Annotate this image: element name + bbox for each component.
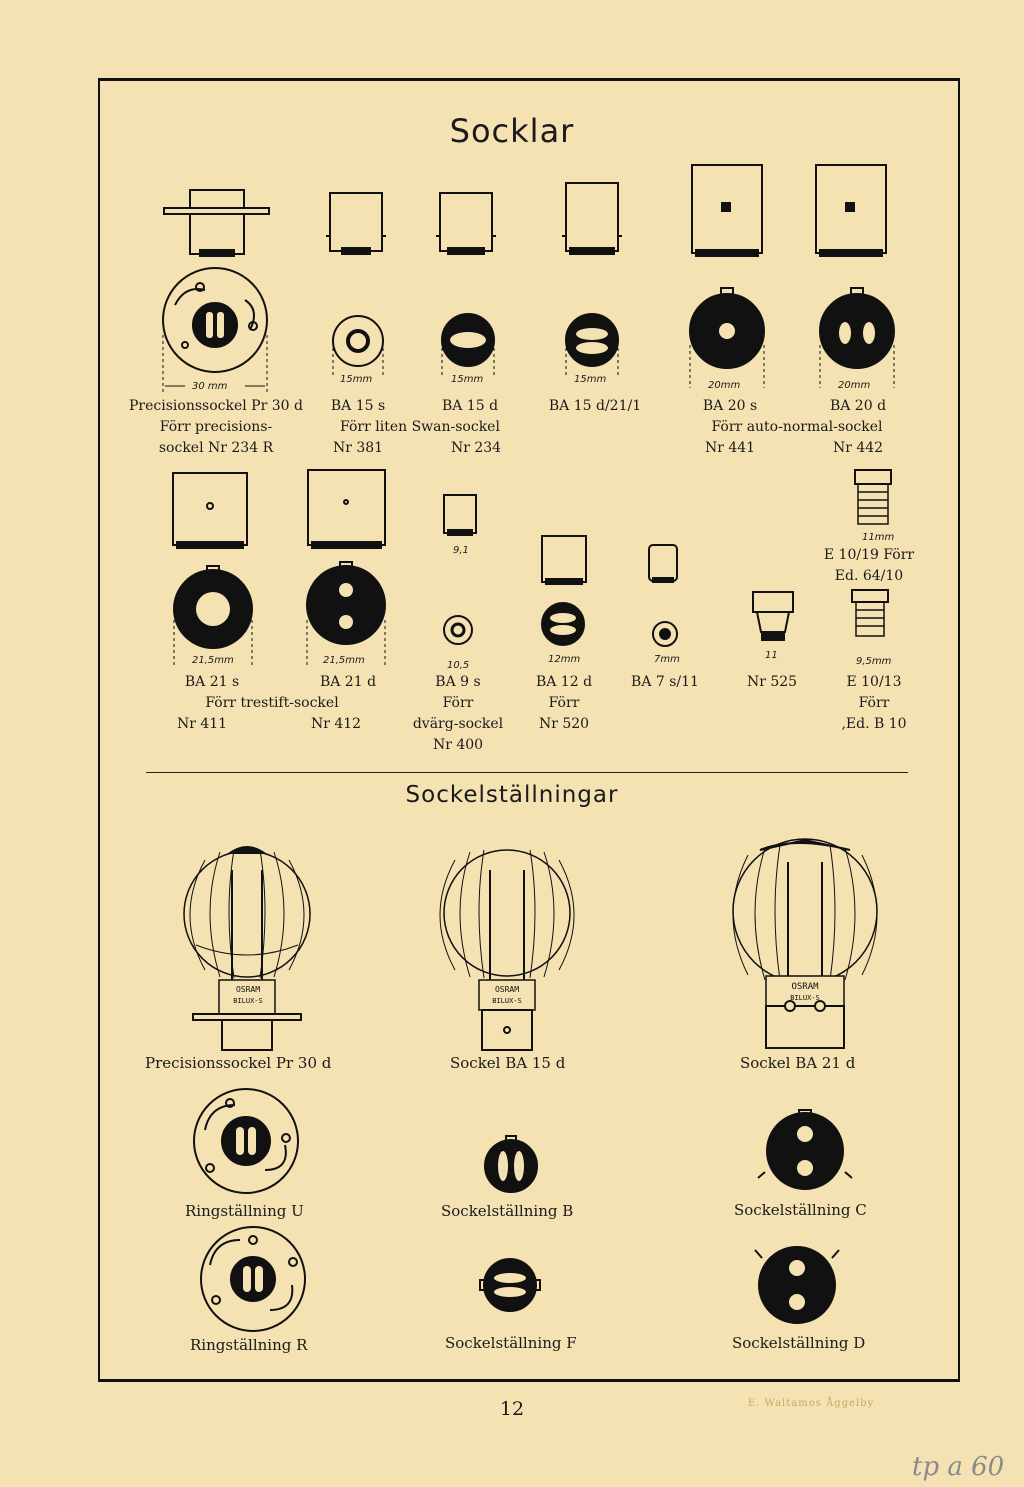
section-title: Sockelställningar bbox=[405, 782, 619, 808]
label-ba15s: BA 15 s bbox=[330, 398, 386, 414]
caption-bulb-ba21d: Sockel BA 21 d bbox=[740, 1054, 856, 1072]
caption-position-d: Sockelställning D bbox=[732, 1334, 866, 1352]
dim-11mm: 11mm bbox=[862, 532, 895, 543]
ba15d211-side-view bbox=[562, 183, 622, 254]
ba7s-bottom-view bbox=[653, 622, 677, 646]
bulb2-model: BILUX-S bbox=[492, 997, 522, 1005]
label-ba7s: BA 7 s/11 bbox=[631, 674, 699, 690]
ring-position-r bbox=[201, 1227, 305, 1331]
dim-20mm-b: 20mm bbox=[838, 380, 871, 391]
label-ba15d-nr: Nr 234 bbox=[450, 440, 502, 456]
dim-7mm: 7mm bbox=[654, 654, 680, 665]
dim-15mm-b: 15mm bbox=[451, 374, 484, 385]
position-f bbox=[480, 1259, 540, 1311]
printer-mark: E. Waltamos Åggelby bbox=[748, 1398, 875, 1409]
dim-15mm-a: 15mm bbox=[340, 374, 373, 385]
caption-position-b: Sockelställning B bbox=[441, 1202, 574, 1220]
label-ba9s: BA 9 s Förr dvärg-sockel Nr 400 bbox=[412, 674, 504, 753]
bulb1-model: BILUX-S bbox=[233, 997, 263, 1005]
position-b bbox=[485, 1136, 537, 1192]
ba20d-bottom-view bbox=[820, 288, 894, 388]
ba15s-side-view bbox=[326, 193, 386, 254]
e1013-side-view bbox=[852, 590, 888, 636]
ba15d-side-view bbox=[436, 193, 496, 254]
dim-20mm-a: 20mm bbox=[708, 380, 741, 391]
pr30d-bottom-view bbox=[163, 268, 267, 392]
caption-position-f: Sockelställning F bbox=[445, 1334, 577, 1352]
bulb3-brand: OSRAM bbox=[791, 982, 819, 992]
ba9s-side-view bbox=[444, 495, 476, 535]
label-ba21s: BA 21 s bbox=[184, 674, 240, 690]
caption-ring-r: Ringställning R bbox=[190, 1336, 308, 1354]
dim-12mm: 12mm bbox=[548, 654, 581, 665]
ba15d211-bottom-view bbox=[566, 314, 618, 376]
caption-ring-u: Ringställning U bbox=[185, 1202, 304, 1220]
dim-10-5: 10,5 bbox=[447, 660, 470, 671]
dim-9-1: 9,1 bbox=[453, 545, 469, 556]
label-pr30d: Precisionssockel Pr 30 d Förr precisions- sockel Nr 234 R bbox=[129, 398, 303, 456]
ring-position-u bbox=[194, 1089, 298, 1193]
label-ba20s-nr: Nr 441 bbox=[704, 440, 756, 456]
ba12d-bottom-view bbox=[542, 603, 584, 645]
position-d bbox=[755, 1247, 839, 1323]
dim-21-5mm-a: 21,5mm bbox=[192, 655, 234, 666]
pr30d-side-view bbox=[164, 190, 269, 256]
label-nr525: Nr 525 bbox=[746, 674, 798, 690]
ba15s-bottom-view bbox=[333, 316, 383, 376]
ba9s-bottom-view bbox=[444, 616, 472, 644]
ba21d-side-view bbox=[308, 470, 385, 548]
ba20d-side-view bbox=[816, 165, 886, 256]
dim-15mm-c: 15mm bbox=[574, 374, 607, 385]
label-trestift: Förr trestift-sockel bbox=[205, 695, 339, 711]
label-ba21s-nr: Nr 411 bbox=[176, 716, 228, 732]
bulb-ba21d bbox=[733, 839, 877, 1048]
bulb3-model: BILUX-S bbox=[790, 994, 820, 1002]
bulb-ba15d bbox=[440, 850, 574, 1050]
e1019-side-view bbox=[855, 470, 891, 524]
label-e1019: E 10/19 Förr Ed. 64/10 bbox=[823, 547, 915, 584]
bulb2-brand: OSRAM bbox=[494, 985, 520, 994]
label-ba15s-nr: Nr 381 bbox=[332, 440, 384, 456]
label-ba15d: BA 15 d bbox=[441, 398, 499, 414]
position-c bbox=[758, 1110, 852, 1189]
label-auto-normal: Förr auto-normal-sockel bbox=[711, 419, 883, 435]
bulb1-brand: OSRAM bbox=[235, 985, 261, 994]
label-ba21d: BA 21 d bbox=[319, 674, 377, 690]
ba21d-bottom-view bbox=[307, 562, 385, 665]
label-ba20s: BA 20 s bbox=[702, 398, 758, 414]
ba21s-bottom-view bbox=[174, 566, 252, 665]
caption-position-c: Sockelställning C bbox=[734, 1201, 867, 1219]
dim-9-5mm: 9,5mm bbox=[856, 656, 892, 667]
label-ba21d-nr: Nr 412 bbox=[310, 716, 362, 732]
section-divider bbox=[146, 772, 908, 773]
dim-11: 11 bbox=[765, 650, 778, 661]
ba12d-side-view bbox=[542, 536, 586, 584]
ba7s-side-view bbox=[649, 545, 677, 582]
label-ba20d: BA 20 d bbox=[829, 398, 887, 414]
dim-30mm: 30 mm bbox=[192, 381, 228, 392]
ba21s-side-view bbox=[173, 473, 247, 548]
label-e1013: E 10/13 Förr ,Ed. B 10 bbox=[841, 674, 907, 732]
nr525-side-view bbox=[753, 592, 793, 640]
handwritten-note: tp a 60 bbox=[912, 1452, 1005, 1482]
page-number: 12 bbox=[499, 1398, 525, 1420]
dim-21-5mm-b: 21,5mm bbox=[323, 655, 365, 666]
label-ba15d211: BA 15 d/21/1 bbox=[548, 398, 642, 414]
ba20s-side-view bbox=[692, 165, 762, 256]
ba15d-bottom-view bbox=[442, 314, 494, 376]
label-ba15s-note: Förr liten Swan-sockel bbox=[340, 419, 500, 435]
label-ba20d-nr: Nr 442 bbox=[832, 440, 884, 456]
page-title: Socklar bbox=[449, 112, 575, 150]
ba20s-bottom-view bbox=[690, 288, 764, 388]
label-ba12d: BA 12 d Förr Nr 520 bbox=[535, 674, 593, 732]
bulb-pr30d bbox=[184, 847, 310, 1050]
caption-bulb-ba15d: Sockel BA 15 d bbox=[450, 1054, 566, 1072]
caption-bulb-pr30d: Precisionssockel Pr 30 d bbox=[145, 1054, 332, 1072]
